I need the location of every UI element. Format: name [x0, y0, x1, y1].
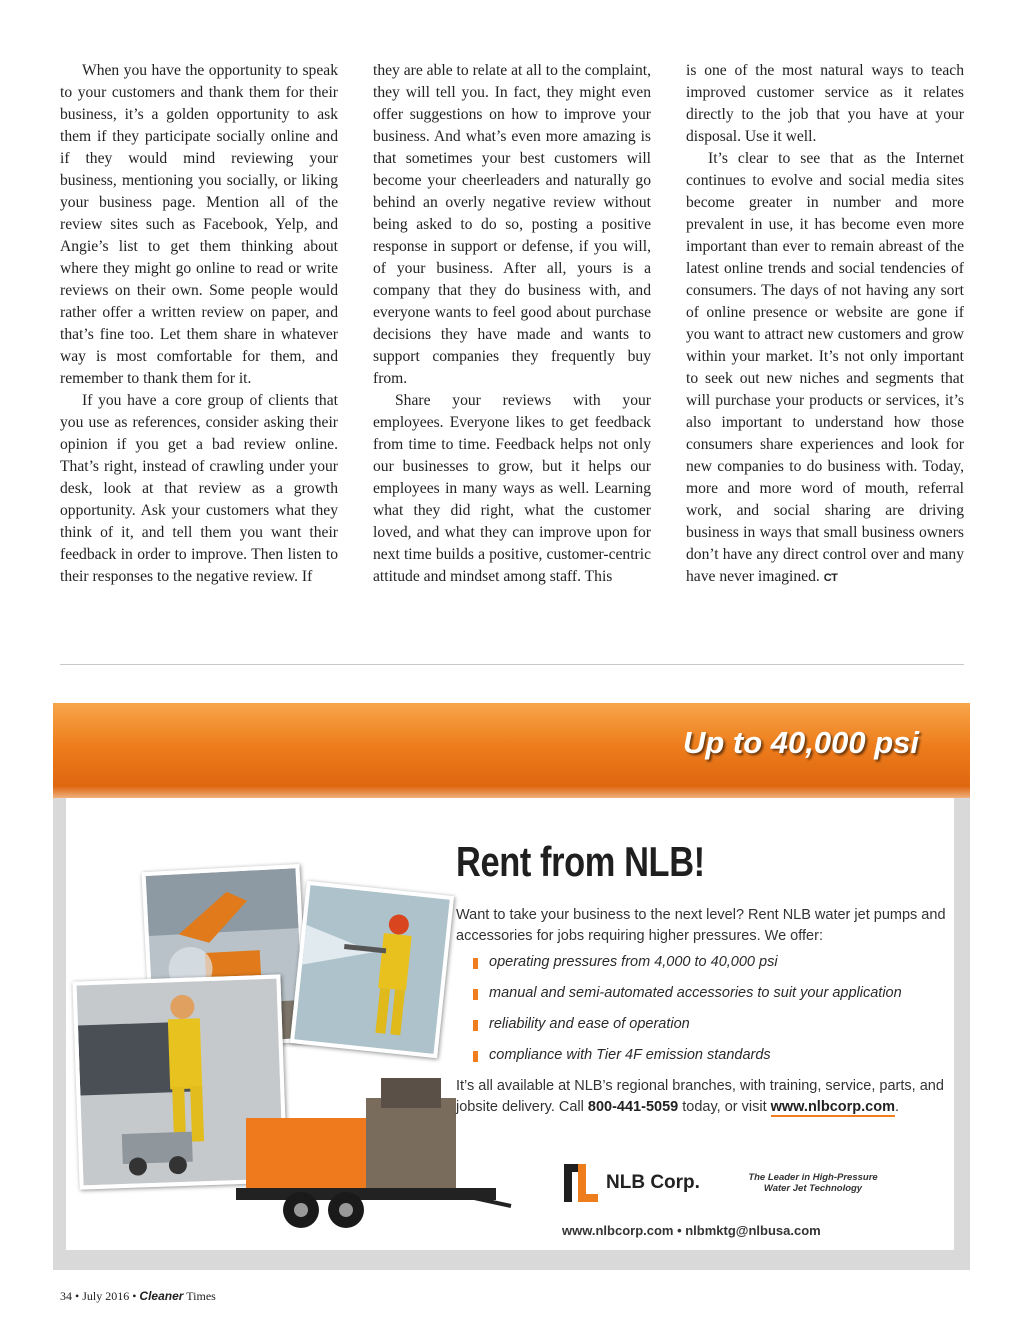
nlb-tagline: The Leader in High-Pressure Water Jet Technology: [748, 1172, 878, 1194]
ad-contact-line[interactable]: www.nlbcorp.com • nlbmktg@nlbusa.com: [562, 1223, 821, 1238]
phone-number[interactable]: 800-441-5059: [587, 1099, 679, 1115]
pump-trailer-image: [216, 1038, 516, 1238]
page-footer: [60, 1289, 216, 1304]
ad-bullet: compliance with Tier 4F emission standards: [473, 1047, 902, 1078]
ad-bullet: reliability and ease of operation: [473, 1016, 902, 1047]
article-paragraph-text: It’s clear to see that as the Internet continues to evolve and social media sites become greater in number and more prevalent in use, it has become even more important than ever to remain abreast of the latest online trends and social tendencies of consumers. The days of not having any sort of online presence or website are gone if you want to attract new customers and grow within your market. It’s not only important to seek out new niches and segments that will purchase your products or services, it’s also important to understand how those consumers share experiences and look for new companies to do business with. Today, more and more word of mouth, referral work, and social sharing are driving business in ways that small business owners don’t have any direct control over and many have never imagined.: [686, 150, 964, 585]
ad-orange-banner: [53, 703, 970, 798]
nlb-logo-text: NLB Corp.: [606, 1172, 700, 1193]
section-divider: [60, 664, 964, 665]
ad-bullet: operating pressures from 4,000 to 40,000 psi: [473, 954, 902, 985]
ad-intro: Want to take your business to the next level? Rent NLB water jet pumps and accessories for jobs requiring higher pressures. We offer:: [456, 907, 946, 944]
article-paragraph: Share your reviews with your employees. Everyone likes to get feedback from time to time. Feedback helps not only our businesses to grow, but it helps our employees in many ways as well. Learning what they did right, what the customer loved, and what they can improve upon for next time builds a positive, customer-centric attitude and mindset among staff. This: [373, 392, 651, 585]
ad-bullet: manual and semi-automated accessories to suit your application: [473, 985, 902, 1016]
article-paragraph: When you have the opportunity to speak to your customers and thank them for their business, it’s a golden opportunity to ask them if they participate socially online and if they would mind reviewing your business, mentioning you socially, or liking your business page. Mention all of the review sites such as Facebook, Yelp, and Angie’s list to get them thinking about where they might go online to read or write reviews on their own. Some people would rather offer a written review on paper, and that’s fine too. Let them share in whatever way is most comfortable for them, and remember to thank them for it.: [60, 62, 338, 387]
website-link[interactable]: www.nlbcorp.com: [770, 1099, 895, 1115]
article-column-2: [373, 60, 651, 588]
ad-headline: Rent from NLB!: [456, 838, 705, 885]
article-paragraph: they are able to relate at all to the complaint, they will tell you. In fact, they might even offer suggestions on how to improve your business. And what’s even more amazing is that sometimes your best customers will become your cheerleaders and naturally go behind an overly negative review without being asked to do so, posting a positive response in support or defense, if you will, of your business. After all, yours is a company that they do business with, and everyone wants to feel good about purchase decisions they have made and wants to support companies they frequently buy from.: [373, 62, 651, 387]
footer-separator: •: [72, 1289, 83, 1303]
issue-date: July 2016: [82, 1289, 130, 1303]
nlb-logo-icon: [562, 1162, 600, 1204]
nlb-advertisement[interactable]: [53, 703, 970, 1270]
ad-outro-text: today, or visit: [678, 1099, 771, 1115]
ad-outro-text: .: [894, 1099, 899, 1115]
ad-bullet-list: [473, 954, 902, 1078]
water-jet-worker-photo: [290, 881, 454, 1059]
article-column-1: [60, 60, 338, 588]
magazine-name-rest: Times: [183, 1289, 216, 1303]
ad-content-panel: [66, 798, 954, 1250]
article-paragraph: [686, 148, 964, 589]
article-paragraph: is one of the most natural ways to teach improved customer service as it relates directly to the job that you have at your disposal. Use it well.: [686, 62, 964, 145]
article-paragraph: If you have a core group of clients that you use as references, consider asking their opinion if you get a bad review online. That’s right, instead of crawling under your desk, look at that review as a growth opportunity. Ask your customers what they think of it, and tell them you want their feedback in order to improve. Then listen to their responses to the negative review. If: [60, 392, 338, 585]
ad-outro-text: It’s all available at NLB’s regional branches, with training, service, parts, and jobsite delivery. Call: [456, 1078, 944, 1115]
footer-separator: •: [129, 1289, 140, 1303]
ad-outro: [456, 1076, 956, 1118]
ad-banner-text: Up to 40,000 psi: [683, 725, 920, 760]
magazine-name-italic: Cleaner: [139, 1289, 184, 1303]
water-jet-worker-illustration: [294, 885, 449, 1054]
end-mark: CT: [823, 572, 838, 584]
page-number: 34: [60, 1289, 72, 1303]
nlb-logo: [562, 1160, 732, 1210]
article-column-3: [686, 60, 964, 589]
